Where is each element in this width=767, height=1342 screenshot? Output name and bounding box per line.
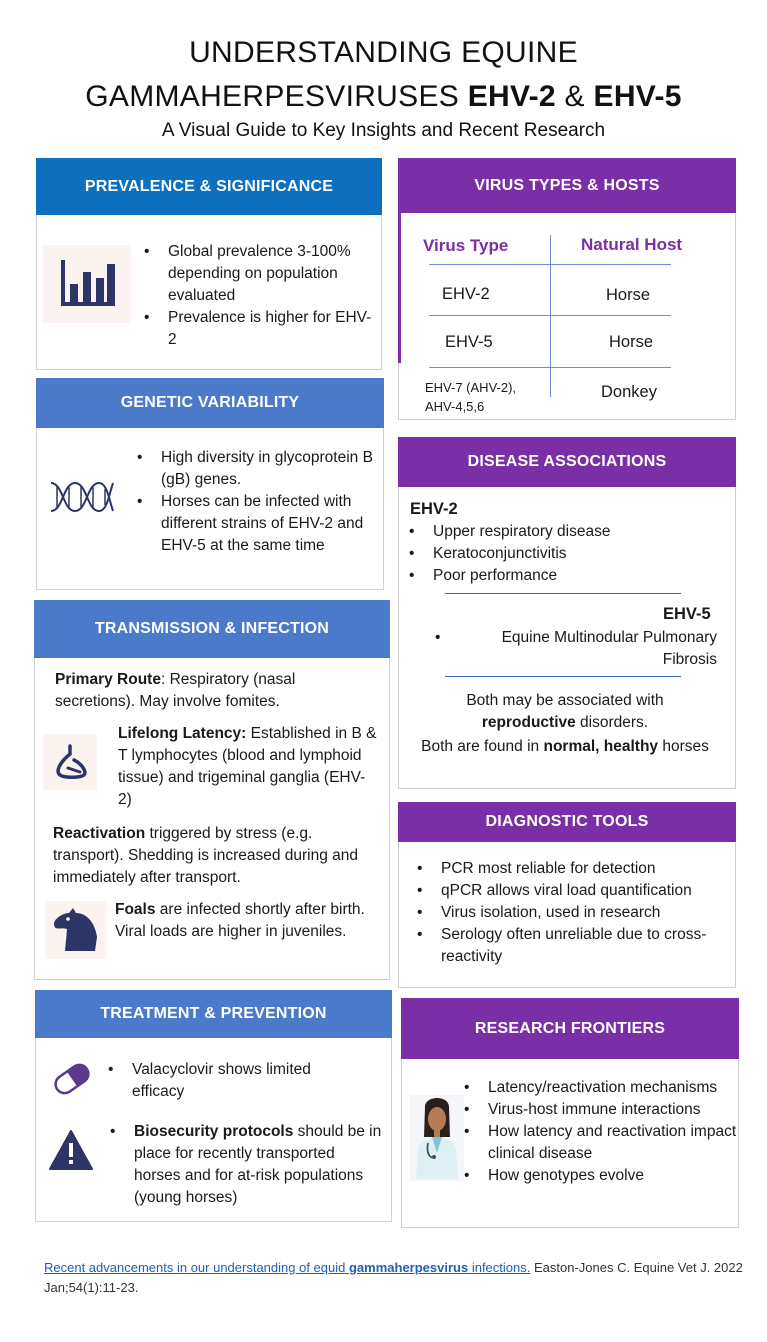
both2-suffix: horses [658,738,709,755]
title-amp: & [555,80,594,113]
primary-route-label: Primary Route [55,671,161,688]
natural-host-col-header: Natural Host [581,235,683,254]
table-cell: Donkey [601,383,657,401]
list-item: • PCR most reliable for detection [411,858,731,880]
both2-prefix: Both are found in [421,738,544,755]
ehv5-bullet: • [435,629,441,646]
prevalence-bullets [138,241,378,351]
table-cell: EHV-5 [445,333,493,351]
disease-heading: DISEASE ASSOCIATIONS [398,437,736,487]
reactivation-body: triggered by stress (e.g. transport). Shedding is increased during and immediately after transport. [53,825,359,886]
title-ehv5: EHV-5 [593,80,682,113]
list-item: • Virus-host immune interactions [458,1099,738,1121]
dna-icon [49,479,115,515]
list-item: • Virus isolation, used in research [411,902,731,924]
table-cell: Horse [609,333,654,351]
list-item: • Latency/reactivation mechanisms [458,1077,738,1099]
list-item: • qPCR allows viral load quantification [411,880,731,902]
latency-body: Established in B & T lymphocytes (blood and lymphoid tissue) and trigeminal ganglia (EHV-2) [118,725,377,808]
list-item: • Keratoconjunctivitis [403,543,723,565]
both-healthy [419,736,711,758]
list-item: • High diversity in glycoprotein B (gB) genes. [131,447,381,491]
list-item: • Global prevalence 3-100% depending on population evaluated [138,241,378,307]
virus-type-col-header: Virus Type [423,236,509,255]
reference-citation [44,1258,744,1298]
list-item: • Horses can be infected with different strains of EHV-2 and EHV-5 at the same time [131,491,381,557]
both1-prefix: Both may be associated with [466,692,664,709]
foals-text [115,899,375,943]
title-prefix: GAMMAHERPESVIRUSES [85,80,468,113]
transmission-heading: TRANSMISSION & INFECTION [34,600,390,658]
list-item: • Poor performance [403,565,723,587]
both1-bold: reproductive [481,714,576,731]
genetic-bullets [131,447,381,557]
ehv2-bullets [403,521,723,587]
reference-citation-text: Easton-Jones C. Equine Vet J. 2022 Jan;54(1):11-23. [44,1260,743,1295]
research-card [401,998,739,1228]
latency-label: Lifelong Latency: [118,725,247,742]
diagnostic-card [398,802,736,988]
reference-link[interactable] [44,1260,530,1275]
list-item: • Serology often unreliable due to cross-reactivity [411,924,731,968]
transmission-card [34,600,390,980]
ehv2-label: EHV-2 [410,500,458,518]
both2-bold: normal, healthy [543,738,659,755]
list-item [104,1121,384,1209]
genetic-heading: GENETIC VARIABILITY [36,378,384,428]
page-subtitle: A Visual Guide to Key Insights and Recent Research [161,120,606,141]
both1-suffix: disorders. [575,714,649,731]
title-ehv2: EHV-2 [467,80,556,113]
biosecurity-body: should be in place for recently transported horses and for at-risk populations (young horses) [134,1123,382,1206]
reference-link-prefix: Recent advancements in our understanding of equid [44,1260,349,1275]
table-cell: EHV-2 [442,285,490,303]
doctor-icon [410,1095,464,1181]
bar-chart-icon [43,245,131,323]
foals-body: are infected shortly after birth. Viral loads are higher in juveniles. [115,901,365,940]
biosecurity-label: Biosecurity protocols [134,1123,294,1140]
nerve-icon [43,734,97,790]
page-title-line2 [0,76,767,118]
horse-head-icon [45,901,107,959]
diagnostic-bullets [411,858,731,968]
research-heading: RESEARCH FRONTIERS [401,998,739,1059]
list-item: • How genotypes evolve [458,1165,738,1187]
list-item: • How latency and reactivation impact clinical disease [458,1121,738,1165]
latency-text [118,723,378,811]
virus-types-card [398,158,736,420]
both-reproductive [419,690,711,734]
primary-route-text [55,669,375,713]
table-divider-h [429,367,671,368]
list-item: • Valacyclovir shows limited efficacy [102,1059,352,1103]
foals-label: Foals [115,901,156,918]
pill-icon [50,1061,94,1097]
divider [445,593,681,594]
prevalence-heading: PREVALENCE & SIGNIFICANCE [36,158,382,215]
prevalence-card [36,158,382,370]
divider [445,676,681,677]
virus-types-accent [398,213,401,363]
genetic-card [36,378,384,590]
warning-icon [48,1129,94,1171]
treatment-card [35,990,392,1222]
virus-types-heading: VIRUS TYPES & HOSTS [398,158,736,213]
diagnostic-heading: DIAGNOSTIC TOOLS [398,802,736,842]
table-divider-h [429,315,671,316]
treatment-bullets-1 [102,1059,352,1103]
reference-link-bold: gammaherpesvirus [348,1260,469,1275]
page-title-line1: UNDERSTANDING EQUINE [189,36,578,69]
primary-route-body: : Respiratory (nasal secretions). May involve fomites. [55,671,296,710]
ehv5-item: Equine Multinodular Pulmonary Fibrosis [501,629,717,668]
ehv5-label: EHV-5 [663,605,711,623]
table-divider-v [550,235,551,397]
treatment-heading: TREATMENT & PREVENTION [35,990,392,1038]
reference-link-suffix: infections. [468,1260,531,1275]
reactivation-text [53,823,378,889]
research-bullets [458,1077,738,1187]
reactivation-label: Reactivation [53,825,146,842]
treatment-bullets-2 [104,1121,384,1209]
disease-card [398,437,736,789]
list-item: • Prevalence is higher for EHV-2 [138,307,378,351]
list-item: • Upper respiratory disease [403,521,723,543]
table-cell: EHV-7 (AHV-2), AHV-4,5,6 [425,380,517,414]
table-cell: Horse [606,286,651,304]
table-divider-h [429,264,671,265]
